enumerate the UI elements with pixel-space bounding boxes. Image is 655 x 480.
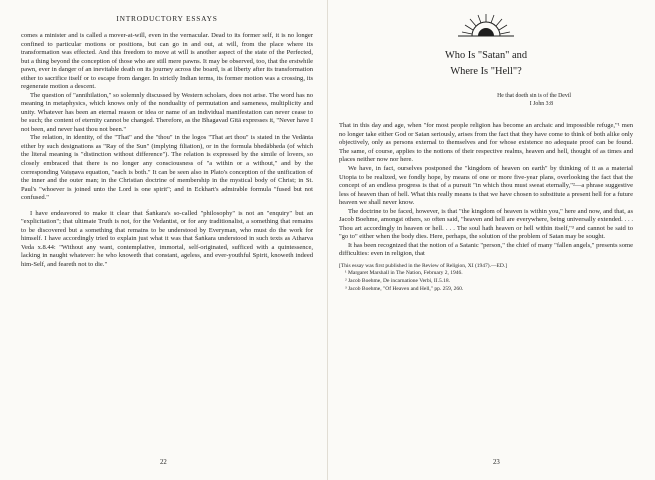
essay-title bbox=[339, 48, 633, 80]
paragraph: That in this day and age, when "for most people religion has become an archaic and impossible refuge,"¹ men no longer take either God or Satan seriously, arises from the fact that they have come to think of both alike only objectively, only as persons external to themselves and for whose existence no adequate proof can be found. The same, of course, applies to the notions of their respective realms, heaven and hell, thought of as times and places neither now nor here. bbox=[339, 122, 633, 164]
running-head: INTRODUCTORY ESSAYS bbox=[116, 14, 218, 23]
paragraph: I have endeavored to make it clear that Śaṅkara's so-called "philosophy" is not an "enquiry" but an "explicitation"; that ultimate Truth is not, for the Vedantist, or for any traditionalist, a something that remains to be discovered but a something that remains to be understood by Everyman, who must do the work for himself. I have accordingly tried to explain just what it was that Śaṅkara understood in such texts as Atharva Veda x.8.44: "Without any want, contemplative, immortal, self-originated, sufficed with a quintessence, lacking in naught whatever: he who knoweth that constant, ageless, and ever-youthful Spirit, knoweth indeed him-Self, and feareth not to die." bbox=[21, 209, 313, 268]
footnote: ³ Jacob Boehme, "Of Heaven and Hell," pp. 259, 260. bbox=[345, 285, 464, 292]
footnote: ² Jacob Boehme, De incarnatione Verbi, II.5.18. bbox=[345, 277, 450, 284]
left-page-body bbox=[21, 32, 313, 269]
footnote: [This essay was first published in the Review of Religion, XI (1947).—ED.] bbox=[339, 262, 508, 269]
essay-title-line-2: Where Is "Hell"? bbox=[450, 66, 522, 78]
right-page bbox=[328, 0, 655, 480]
paragraph: We have, in fact, ourselves postponed the "kingdom of heaven on earth" by thinking of it as a material Utopia to be realized, we fondly hope, by means of one or more five-year plans, overlooking the fact that the concept of an endless progress is that of a pursuit "in which thou must sweat eternally,"²—a phrase suggestive less of heaven than of hell. What this really means is that we have chosen to substitute a present hell for a future heaven we shall never know. bbox=[339, 164, 633, 207]
footnote: ¹ Margaret Marshall in The Nation, February 2, 1946. bbox=[345, 270, 463, 277]
left-page bbox=[0, 0, 327, 480]
paragraph: The doctrine to be faced, however, is that "the kingdom of heaven is within you," here and now, and that, as Jacob Boehme, amongst others, so often said, "heaven and hell are everywhere, being universally extended. . . . Thou art accordingly in heaven or hell. . . . The soul hath heaven or hell within itself,"³ and cannot be said to "go to" either when the body dies. Here, perhaps, the solution of the problem of Satan may be sought. bbox=[339, 207, 633, 241]
right-page-body bbox=[339, 122, 633, 259]
page-number: 22 bbox=[160, 459, 167, 466]
paragraph: comes a minister and is called a mover-at-will, even in the vernacular. Dead to its former self, it is no longer confined to particular motions or positions, but can go in and out, at will, from the place where its transformation was effected. And this freedom to move at will is another aspect of the state of the Perfected, but a thing beyond the conception of those who are still mere pawns. It may be observed, too, that the erstwhile pawn, ever in danger of an inevitable death on its journey across the board, is at liberty after its transformation either to sacrifice itself or to escape from danger. In strictly Indian terms, its former motion was a crossing, its regenerate motion a descent. bbox=[21, 32, 313, 91]
paragraph: The relation, in identity, of the "That" and the "thou" in the logos "That art thou" is stated in the Vedānta either by such designations as "Ray of the Sun" (implying filiation), or in the formula bhedābheda (of which the literal meaning is "distinction without difference"). The relation is expressed by the simile of lovers, so closely embraced that there is no longer any consciousness of "a within or a without," and by the corresponding Vaiṣṇava equation, "each is both." It can be seen also in Plato's conception of the unification of the inner and the outer man; in the Christian doctrine of membership in the mystical body of Christ; in St. Paul's "whoever is joined unto the Lord is one spirit"; and in Eckhart's admirable formula "fused but not confused." bbox=[21, 134, 313, 202]
epigraph-reference: I John 3:8 bbox=[529, 100, 553, 107]
paragraph: The question of "annihilation," so solemnly discussed by Western scholars, does not arise. The word has no meaning in metaphysics, which knows only of the nonduality of permutation and sameness, multiplicity and unity. Whatever has been an eternal reason or idea or name of an individual manifestation can never cease to be such; the content of eternity cannot be changed. Therefore, as the Bhagavad Gītā expresses it, "Never have I not been, and never hast thou not been." bbox=[21, 91, 313, 133]
essay-title-line-1: Who Is "Satan" and bbox=[444, 50, 528, 61]
epigraph bbox=[339, 93, 571, 108]
epigraph-text: He that doeth sin is of the Devil bbox=[497, 93, 571, 100]
page-number: 23 bbox=[493, 459, 500, 466]
footnotes bbox=[339, 263, 633, 293]
sunburst-ornament-icon bbox=[456, 12, 516, 38]
paragraph: It has been recognized that the notion of a Satanic "person," the chief of many "fallen angels," presents some difficulties: even in religion, that bbox=[339, 241, 633, 258]
